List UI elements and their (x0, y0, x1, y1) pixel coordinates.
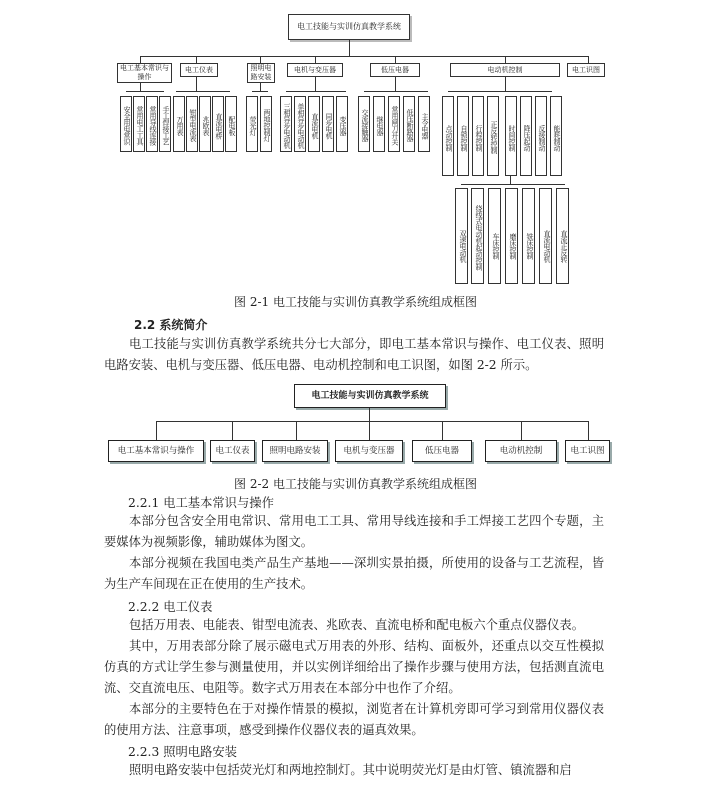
fig1-g6-item: 反接制动 (535, 96, 547, 176)
fig1-g1-item: 安全用电常识 (120, 96, 132, 152)
fig2-item: 低压电器 (412, 440, 472, 462)
s223-paragraph-1: 照明电路安装中包括荧光灯和两地控制灯。其中说明荧光灯是由灯管、镇流器和启 (129, 763, 572, 777)
fig1-l1-basic: 电工基本常识与操作 (117, 63, 172, 83)
fig1-l1-drawing: 电工识图 (567, 63, 605, 77)
fig1-g2-item: 直流电桥 (212, 96, 224, 152)
subsection-2-2-2: 2.2.2 电工仪表 (128, 600, 213, 614)
fig1-g5-item: 主令电器 (418, 96, 430, 152)
fig1-g3-item: 荧光灯 (246, 96, 258, 152)
fig1-g7-item: 铣床控制 (522, 188, 535, 284)
fig2-item: 电工仪表 (210, 440, 255, 462)
fig1-g4-item: 同步电机 (322, 96, 334, 152)
fig1-l1-lighting: 照明电路安装 (247, 63, 275, 83)
fig1-l1-meters: 电工仪表 (180, 63, 218, 77)
fig1-g5-item: 低压断路器 (403, 96, 415, 152)
fig2-item: 电机与变压器 (335, 440, 403, 462)
fig1-g5-item: 继电器 (373, 96, 385, 152)
fig1-g4-item: 单相异步电动机 (294, 96, 306, 152)
fig2-item: 电工基本常识与操作 (108, 440, 204, 462)
figure-2-1 (0, 0, 711, 290)
intro-paragraph: 电工技能与实训仿真教学系统共分七大部分，即电工基本常识与操作、电工仪表、照明电路安装、电机与变压器、低压电器、电动机控制和电工识图，如图 2-2 所示。 (104, 337, 604, 372)
fig1-g6-item: 时间控制 (505, 96, 517, 176)
fig1-g1-item: 常用电工工具 (133, 96, 145, 152)
fig1-g7-item: 绕线式电动机起动控制 (471, 188, 484, 284)
caption-fig-2-2: 图 2-2 电工技能与实训仿真教学系统组成框图 (234, 477, 477, 491)
s222-paragraph-2: 其中，万用表部分除了展示磁电式万用表的外形、结构、面板外，还重点以交互性模拟仿真的方式让学生参与测量使用，并以实例详细给出了操作步骤与使用方法，包括测直流电流、交直流电压、电阻等。数字式万用表在本部分中也作了介绍。 (104, 639, 604, 695)
subsection-2-2-1: 2.2.1 电工基本常识与操作 (128, 496, 274, 510)
fig1-l1-motorctrl: 电动机控制 (450, 63, 560, 77)
fig1-g4-item: 直流电机 (308, 96, 320, 152)
fig1-g1-item: 常用导线连接 (146, 96, 158, 152)
fig1-g5-item: 交流接触器 (358, 96, 370, 152)
fig1-g4-item: 变压器 (336, 96, 348, 152)
fig1-g3-item: 两地控制灯 (260, 96, 272, 152)
fig1-g7-item: 直流正反转 (556, 188, 569, 284)
fig1-g6-item: 降压起动 (520, 96, 532, 176)
fig1-g2-item: 兆欧表 (199, 96, 211, 152)
fig1-g6-item: 点动控制 (442, 96, 454, 176)
fig2-root: 电工技能与实训仿真教学系统 (294, 384, 446, 408)
fig2-item: 电工识图 (565, 440, 610, 462)
s221-paragraph-2: 本部分视频在我国电类产品生产基地——深圳实景拍摄，所使用的设备与工艺流程，皆为生产车间现在正在使用的生产技术。 (104, 556, 604, 591)
s222-paragraph-3: 本部分的主要特色在于对操作情景的模拟，浏览者在计算机旁即可学习到常用仪器仪表的使用方法、注意事项，感受到操作仪器仪表的逼真效果。 (104, 702, 604, 737)
s222-paragraph-1: 包括万用表、电能表、钳型电流表、兆欧表、直流电桥和配电板六个重点仪器仪表。 (129, 618, 584, 632)
subsection-2-2-3: 2.2.3 照明电路安装 (128, 745, 237, 759)
fig1-root: 电工技能与实训仿真教学系统 (288, 14, 410, 40)
section-title-2-2: 2.2 系统简介 (134, 318, 208, 332)
fig1-l1-lowvolt: 低压电器 (370, 63, 420, 77)
fig1-g2-item: 钳型电流表 (186, 96, 198, 152)
fig1-l1-motors: 电机与变压器 (287, 63, 343, 77)
fig1-g2-item: 万用表 (173, 96, 185, 152)
figure-2-2 (0, 380, 711, 470)
fig1-g6-item: 正反转控制 (487, 96, 499, 176)
fig1-g6-item: 自锁控制 (457, 96, 469, 176)
fig2-item: 电动机控制 (485, 440, 557, 462)
fig2-item: 照明电路安装 (262, 440, 328, 462)
fig1-g4-item: 三相异步电动机 (280, 96, 292, 152)
fig1-g6-item: 能耗制动 (550, 96, 562, 176)
fig1-g7-item: 双速电动机 (455, 188, 468, 284)
fig1-g1-item: 手工焊接工艺 (159, 96, 171, 152)
caption-fig-2-1: 图 2-1 电工技能与实训仿真教学系统组成框图 (234, 295, 477, 309)
fig1-g7-item: 车床控制 (488, 188, 501, 284)
fig1-g7-item: 磨床控制 (505, 188, 518, 284)
fig1-g2-item: 配电板 (225, 96, 237, 152)
fig1-g7-item: 直流电动机 (539, 188, 552, 284)
s221-paragraph-1: 本部分包含安全用电常识、常用电工工具、常用导线连接和手工焊接工艺四个专题，主要媒体为视频影像，辅助媒体为图文。 (104, 514, 604, 549)
fig1-g6-item: 行程控制 (472, 96, 484, 176)
fig1-g5-item: 常用闸刀开关 (388, 96, 400, 152)
